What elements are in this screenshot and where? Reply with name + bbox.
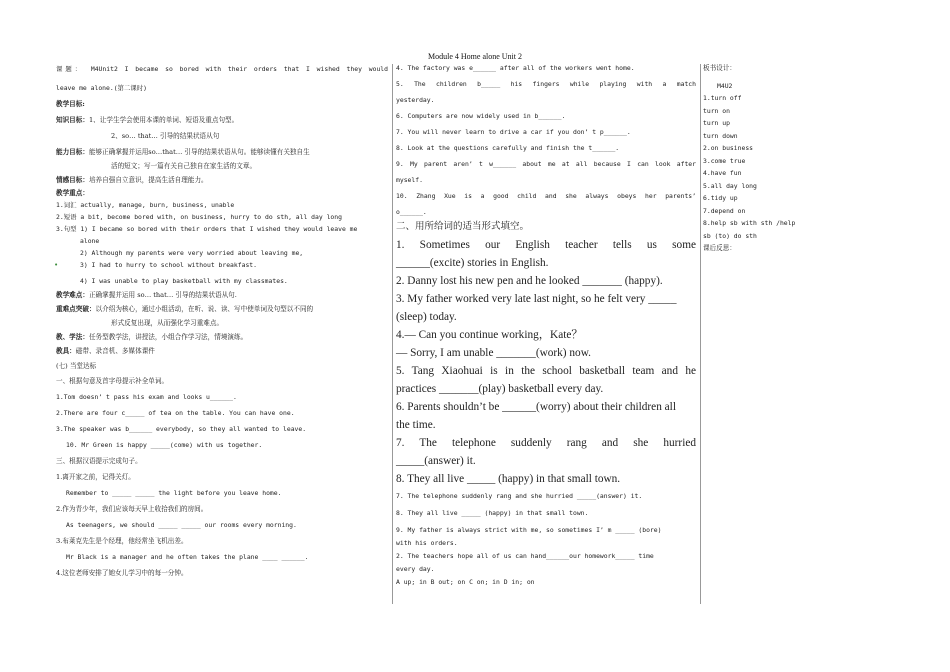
breakthrough: 重难点突破：以介绍为核心，通过小组活动，在听、说、读、写中使单词及句型以不同的: [56, 305, 314, 313]
board-item: 4.have fun: [703, 169, 742, 177]
board-item: 1.turn off: [703, 94, 742, 102]
difficulty: 教学难点：正确掌握并运用 so… that… 引导的结果状语从句.: [56, 291, 237, 299]
blank-q3: 3. My father worked very late last night, so he felt very _____: [396, 293, 677, 305]
board-list: [703, 92, 796, 242]
knowledge-goal: 知识目标：1、让学生学会使用本课的单词、短语及重点句型。: [56, 116, 239, 124]
column-divider-1: [392, 64, 393, 604]
board-heading: 板书设计：: [703, 64, 736, 72]
exercise-3-q1-en: Remember to _____ _____ the light before you leave home.: [66, 489, 282, 497]
board-item: 8.help sb with sth /help: [703, 219, 796, 227]
board-item: turn up: [703, 119, 730, 127]
q10-cont: o______.: [396, 208, 427, 216]
choice-q2-cont: every day.: [396, 565, 435, 573]
board-subtitle: M4U2: [717, 82, 733, 90]
emotion-goal: 情感目标：培养自强自立意识，提高生活自理能力。: [56, 176, 208, 184]
exercise-1-q2: 2.There are four c_____ of tea on the table. You can have one.: [56, 409, 295, 417]
blank-q5-cont: practices _______(play) basketball every day.: [396, 383, 604, 395]
exercise-1-heading: 一、根据句意及首字母提示补全单词。: [56, 377, 169, 385]
q7: 7. You will never learn to drive a car if you don’ t p______.: [396, 128, 631, 136]
section-seven: (七) 当堂达标: [56, 362, 97, 370]
ability-goal: 能力目标：能够正确掌握并运用so…that… 引导的结果状语从句。能够读懂有关独自生: [56, 148, 310, 156]
exercise-3-q3: 3.布莱克先生是个经理，他经常坐飞机出差。: [56, 537, 188, 545]
choice-q2: 2. The teachers hope all of us can hand______our homework_____ time: [396, 552, 654, 560]
key-sentence-4: 4) I was unable to play basketball with my classmates.: [80, 277, 288, 285]
ability-goal-2: 活的短文；写一篇有关自己独自在家生活的文章。: [111, 162, 257, 170]
q10: 10. Zhang Xue is a good child and she always obeys her parents’: [396, 192, 696, 200]
key-sentence-1b: alone: [80, 237, 100, 245]
exercise-1-q3: 3.The speaker was b______ everybody, so they all wanted to leave.: [56, 425, 307, 433]
q9-cont: myself.: [396, 176, 423, 184]
board-item: turn on: [703, 106, 730, 115]
goals-heading: 教学目标:: [56, 100, 85, 108]
q5: 5. The children b_____ his fingers while playing with a match: [396, 80, 696, 88]
choice-q2-options: A up; in B out; on C on; in D in; on: [396, 578, 535, 586]
key-sentence-3: • 3) I had to hurry to school without breakfast.: [54, 261, 257, 269]
exercise-column: [396, 64, 696, 586]
board-item: 6.tidy up: [703, 194, 738, 202]
q8: 8. Look at the questions carefully and finish the t______.: [396, 144, 620, 152]
board-item: 2.on business: [703, 144, 754, 152]
exercise-1-q1: 1.Tom doesn’ t pass his exam and looks u______.: [56, 393, 237, 401]
key-sentence-1: 3.句型 1) I became so bored with their orders that I wished they would leave me: [56, 225, 358, 233]
blank-q7: 7. The telephone suddenly rang and she hurried: [396, 437, 696, 449]
small-q8: 8. They all live _____ (happy) in that small town.: [396, 509, 589, 517]
methods: 教、学法：任务型教学法，讲授法，小组合作学习法，情境演练。: [56, 333, 248, 341]
blank-q8: 8. They all live _____ (happy) in that small town.: [396, 473, 621, 485]
blank-q4: 4.— Can you continue working，Kate？: [396, 329, 583, 341]
blank-q7-cont: _____(answer) it.: [396, 455, 476, 467]
reflection-label: 课后反思：: [703, 244, 736, 252]
column-divider-2: [700, 64, 701, 604]
board-item: sb (to) do sth: [703, 231, 757, 240]
board-item: turn down: [703, 131, 738, 140]
topic-line-2: leave me alone.(第二课时): [56, 84, 147, 92]
knowledge-goal-2: 2、so… that… 引导的结果状语从句: [111, 132, 220, 140]
exercise-3-q4: 4.这位老师安排了她女儿学习中的每一分钟。: [56, 569, 188, 577]
exercise-1-q10: 10. Mr Green is happy _____(come) with us together.: [66, 441, 263, 449]
q4: 4. The factory was e______ after all of the workers went home.: [396, 64, 635, 72]
key-points-heading: 教学重点：: [56, 189, 89, 197]
small-q9-cont: with his orders.: [396, 539, 458, 547]
q6: 6. Computers are now widely used in b______.: [396, 112, 566, 120]
exercise-3-q2: 2.作为青少年，我们应该每天早上收拾我们的房间。: [56, 505, 208, 513]
board-item: 7.depend on: [703, 206, 746, 215]
blank-q4-cont: — Sorry, I am unable _______(work) now.: [396, 347, 591, 359]
teaching-tools: 教具：磁带、录音机、多媒体课件: [56, 347, 155, 355]
breakthrough-2: 形式反复出现，从而强化学习重难点。: [111, 319, 224, 327]
blank-q6: 6. Parents shouldn’t be ______(worry) about their children all: [396, 401, 676, 413]
key-sentence-2: 2) Although my parents were very worried about leaving me,: [80, 249, 304, 257]
blank-q2: 2. Danny lost his new pen and he looked _______ (happy).: [396, 275, 663, 287]
key-vocab: 1.词汇 actually, manage, burn, business, unable: [56, 201, 235, 209]
small-q7: 7. The telephone suddenly rang and she hurried _____(answer) it.: [396, 492, 643, 500]
lesson-plan-column: [56, 64, 388, 577]
blank-q3-cont: (sleep) today.: [396, 311, 457, 323]
exercise-3-q2-en: As teenagers, we should _____ _____ our rooms every morning.: [66, 521, 297, 529]
board-item: 5.all day long: [703, 181, 757, 190]
blank-q6-cont: the time.: [396, 419, 436, 431]
q5-cont: yesterday.: [396, 96, 435, 104]
section-2-heading: 二、用所给词的适当形式填空。: [396, 221, 530, 232]
exercise-3-heading: 三、根据汉语提示完成句子。: [56, 457, 142, 465]
board-item: 3.come true: [703, 156, 746, 165]
blank-q1: 1. Sometimes our English teacher tells us some: [396, 239, 696, 251]
topic-line: 课题： M4Unit2 I became so bored with their orders that I wished they would: [56, 65, 388, 73]
blank-q1-cont: ______(excite) stories in English.: [396, 257, 549, 269]
marker-dot: •: [54, 261, 59, 269]
page-title: Module 4 Home alone Unit 2: [428, 52, 522, 61]
board-design-column: [703, 64, 796, 252]
small-q9: 9. My father is always strict with me, so sometimes I’ m _____ (bore): [396, 526, 662, 534]
blank-q5: 5. Tang Xiaohuai is in the school basketball team and he: [396, 365, 696, 377]
key-phrases: 2.短语 a bit, become bored with, on business, hurry to do sth, all day long: [56, 213, 342, 221]
exercise-3-q1: 1.离开家之前，记得关灯。: [56, 473, 135, 481]
exercise-3-q3-en: Mr Black is a manager and he often takes the plane ____ ______.: [66, 553, 309, 561]
q9: 9. My parent aren’ t w______ about me at all because I can look after: [396, 160, 696, 168]
